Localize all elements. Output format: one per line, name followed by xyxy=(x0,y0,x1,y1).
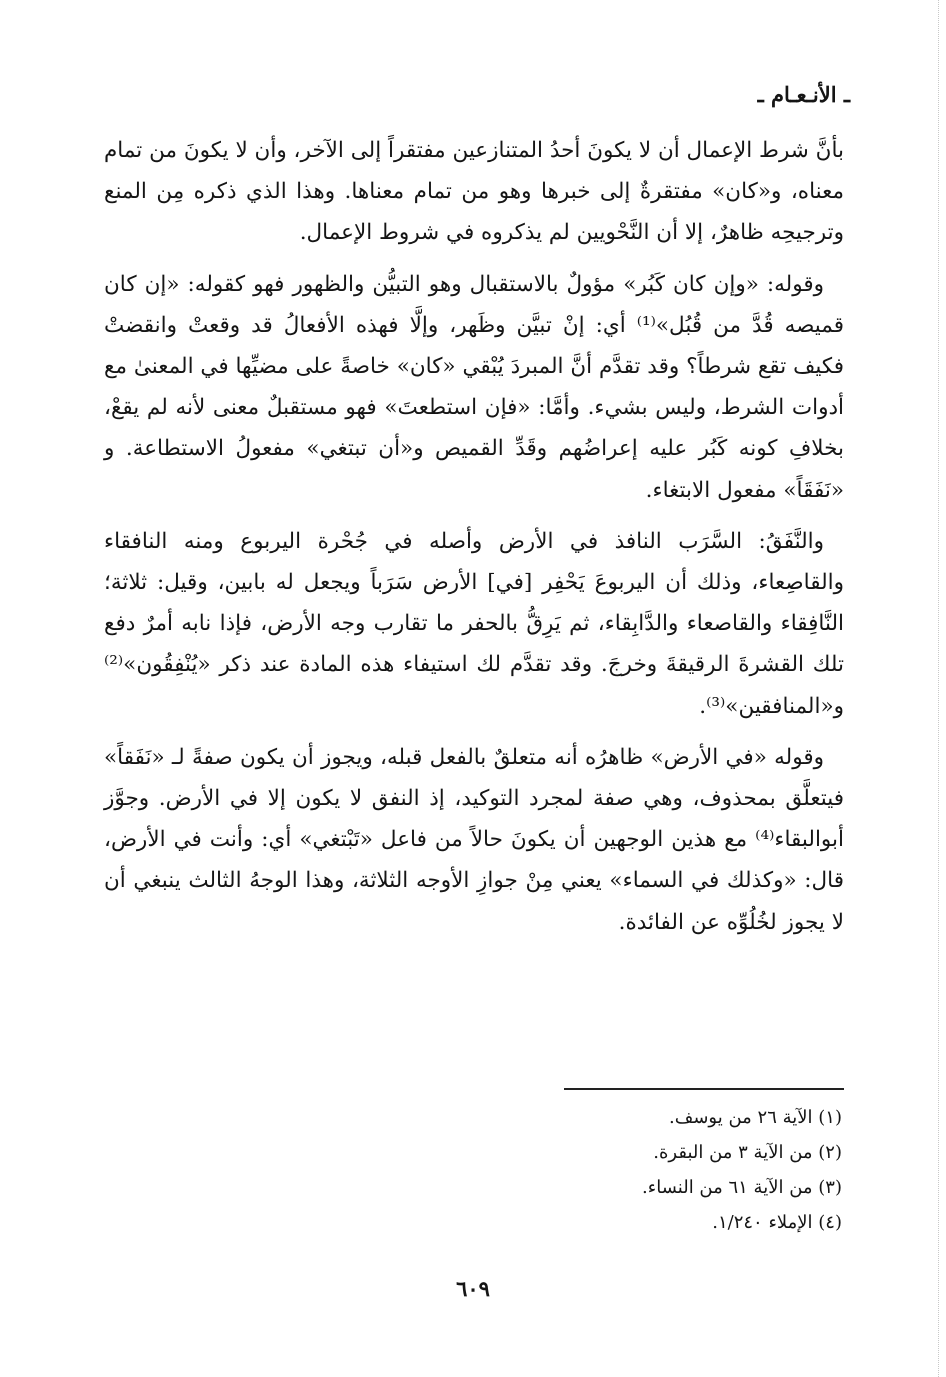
footnote-1: (١) الآية ٢٦ من يوسف. xyxy=(669,1107,842,1128)
page-number: ٦٠٩ xyxy=(456,1276,490,1301)
footnote-separator xyxy=(564,1088,844,1090)
footnote-3: (٣) من الآية ٦١ من النساء. xyxy=(642,1177,842,1198)
footnote-4: (٤) الإملاء ١/٢٤٠. xyxy=(712,1212,842,1233)
footnotes xyxy=(342,1100,842,1240)
paragraph-4: وقوله «في الأرض» ظاهرُه أنه متعلقٌ بالفعل قبله، ويجوز أن يكون صفةً لـ «نَفَقاً» فيتعلَّق بمحذوف، وهي صفة لمجرد التوكيد، إذ النفق لا يكون إلا في الأرض. وجوَّز أبوالبقاء⁽⁴⁾ مع هذين الوجهين أن يكونَ حالاً من فاعل «تَبْتغي» أي: وأنت في الأرض، قال: «وكذلك في السماء» يعني مِنْ جوازِ الأوجه الثلاثة، وهذا الوجهُ الثالث ينبغي أن لا يجوز لخُلُوِّه عن الفائدة. xyxy=(104,744,844,935)
running-header: ـ الأنـعـام ـ xyxy=(757,82,850,107)
paragraph-1: بأنَّ شرط الإعمال أن لا يكونَ أحدُ المتنازعين مفتقراً إلى الآخر، وأن لا يكونَ من تمام معناه، و«كان» مفتقرةٌ إلى خبرها وهو من تمام معناها. وهذا الذي ذكره مِن المنع وترجيحِه ظاهرٌ، إلا أن النَّحْويين لم يذكروه في شروط الإعمال. xyxy=(104,138,844,246)
paragraph-2: وقوله: «وإن كان كَبُر» مؤولٌ بالاستقبال وهو التبيُّن والظهور فهو كقوله: «إن كان قميصه قُدَّ من قُبُل»⁽¹⁾ أي: إنْ تبيَّن وظَهر، وإلَّا فهذه الأفعالُ قد وقعتْ وانقضتْ فكيف تقع شرطاً؟ وقد تقدَّم أنَّ المبردَ يُبْقي «كان» خاصةً على مضيِّها في المعنىٰ مع أدوات الشرط، وليس بشيء. وأمَّا: «فإن استطعتَ» فهو مستقبلٌ معنى لأنه لم يقعْ، بخلافِ كونه كَبُر عليه إعراضُهم وقَدِّ القميص و«أن تبتغي» مفعولُ الاستطاعة. و «نَفَقَاً» مفعول الابتغاء. xyxy=(104,271,844,503)
paragraph-3: والنَّفَقُ: السَّرَب النافذ في الأرض وأصله في جُحْرة اليربوع ومنه النافقاء والقاصِعاء، وذلك أن اليربوعَ يَحْفِر [في] الأرض سَرَباً ويجعل له بابين، وقيل: ثلاثة؛ النَّافِقاء والقاصعاء والدَّابِقاء، ثم يَرِقُّ بالحفر ما تقارب وجه الأرض، فإذا نابه أمرٌ دفع تلك القشرةَ الرقيقةَ وخرجَ. وقد تقدَّم لك استيفاء هذه المادة عند ذكر «يُنْفِقُون»⁽²⁾ و«المنافقين»⁽³⁾. xyxy=(104,528,844,719)
footnote-2: (٢) من الآية ٣ من البقرة. xyxy=(653,1142,842,1163)
main-text xyxy=(104,130,844,953)
scan-edge xyxy=(938,0,946,1377)
